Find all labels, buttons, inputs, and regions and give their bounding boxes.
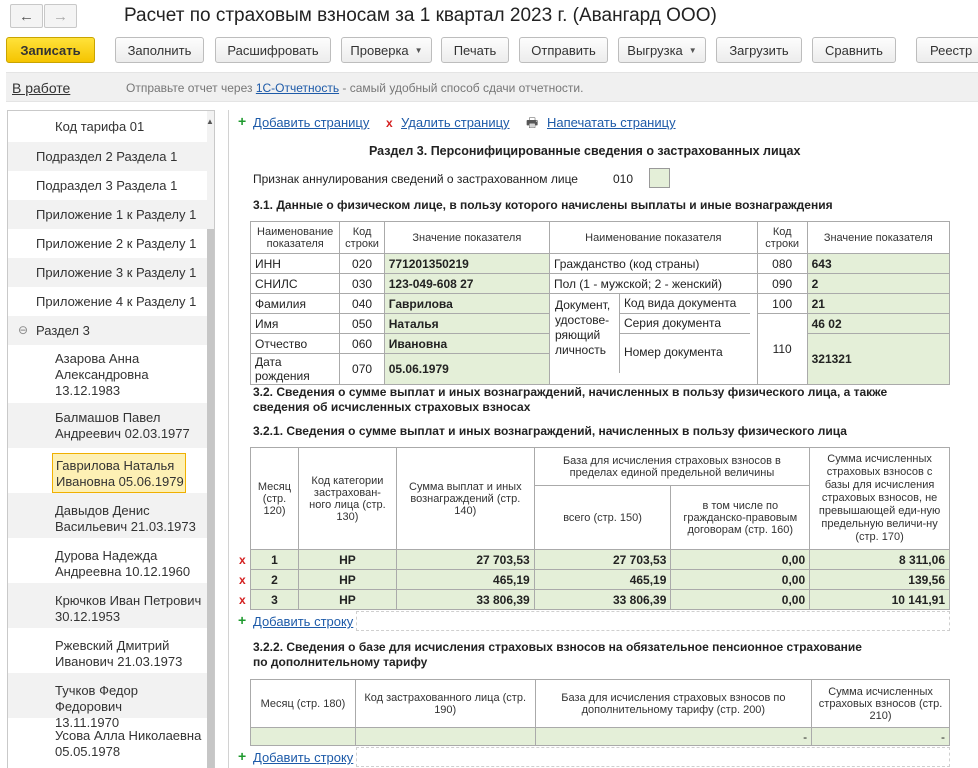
col-header: в том числе по гражданско-правовым договорам (стр. 160) [671,486,810,550]
document-group-label: Документ, удостове-ряющий личность [550,294,620,373]
tree-item-person[interactable] [8,345,208,403]
info-bar [6,72,978,102]
field-code: 070 [340,354,384,385]
person-name-line: Андреевна 10.12.1960 [55,564,191,579]
month-cell[interactable] [251,728,356,746]
col-header: Код строки [757,222,807,254]
decode-button[interactable]: Расшифровать [215,37,331,63]
doc-type-field[interactable]: 21 [807,294,949,314]
inn-field[interactable]: 771201350219 [384,254,549,274]
send-button[interactable]: Отправить [519,37,608,63]
document-group-cell [549,294,757,385]
delete-row-icon[interactable]: x [239,593,246,607]
s321-title: 3.2.1. Сведения о сумме выплат и иных вознаграждений, начисленных в пользу физического лица [253,424,847,438]
payments-table [250,447,950,610]
col-header: Код застрахованного лица (стр. 190) [355,680,535,728]
person-name-line: Усова Алла Николаевна [55,728,202,743]
tree-item-person[interactable] [8,538,208,583]
base-total-cell[interactable]: 27 703,53 [534,550,671,570]
additional-tariff-table [250,679,950,746]
delete-page-link[interactable]: Удалить страницу [401,115,510,130]
base-cell[interactable]: - [535,728,812,746]
field-name: Номер документа [623,345,723,359]
base-gpd-cell[interactable]: 0,00 [671,570,810,590]
tree-item-person[interactable] [8,718,208,763]
person-name-line: Гаврилова Наталья [56,458,175,473]
contrib-cell[interactable]: 139,56 [810,570,950,590]
info-text-after: - самый удобный способ сдачи отчетности. [339,81,584,95]
delete-row-icon[interactable]: x [239,553,246,567]
field-name: Пол (1 - мужской; 2 - женский) [549,274,757,294]
fill-button[interactable]: Заполнить [115,37,204,63]
col-header: Наименование показателя [549,222,757,254]
table-row[interactable] [251,590,950,610]
sum-cell[interactable]: 27 703,53 [396,550,534,570]
person-name-line: Андреевич 02.03.1977 [55,426,190,441]
tree-item-subsection-3[interactable]: Подраздел 3 Раздела 1 [36,178,178,193]
tree-item-person[interactable] [8,628,208,673]
sex-field[interactable]: 2 [807,274,949,294]
printer-icon: 🖶 [526,115,539,130]
add-row-link[interactable]: Добавить строку [253,750,354,765]
contrib-cell[interactable]: - [812,728,950,746]
annul-label: Признак аннулирования сведений о застрахованном лице [253,172,578,186]
tree-item-appendix-1[interactable]: Приложение 1 к Разделу 1 [8,200,208,229]
s32-title: 3.2. Сведения о сумме выплат и иных вознаграждений, начисленных в пользу физического лица, а также [253,385,888,399]
tree-scrollbar-thumb[interactable] [207,229,215,768]
field-name: Отчество [251,334,340,354]
print-page-link[interactable]: Напечатать страницу [547,115,676,130]
s322-title: 3.2.2. Сведения о базе для исчисления страховых взносов на обязательное пенсионное страхование [253,640,862,654]
col-header: Код категории застрахован-ного лица (стр. 130) [298,448,396,550]
field-code: 110 [757,314,807,385]
person-name-line: Васильевич 21.03.1973 [55,519,196,534]
col-header: Месяц (стр. 120) [251,448,299,550]
col-header: Значение показателя [807,222,949,254]
person-name-line: Иванович 21.03.1973 [55,654,183,669]
person-name-line: 13.11.1970 [55,715,120,730]
tree-item-section-3[interactable] [8,316,208,345]
base-gpd-cell[interactable]: 0,00 [671,550,810,570]
person-name-line: Дурова Надежда [55,548,158,563]
patronymic-field[interactable]: Ивановна [384,334,549,354]
col-header: Месяц (стр. 180) [251,680,356,728]
col-header: Наименование показателя [251,222,340,254]
person-name-line: 05.05.1978 [55,744,121,759]
tree-item-appendix-2[interactable]: Приложение 2 к Разделу 1 [36,236,197,251]
save-button[interactable]: Записать [6,37,95,63]
field-code: 090 [757,274,807,294]
field-code: 020 [340,254,384,274]
add-row-area [356,747,950,767]
print-button[interactable]: Печать [441,37,509,63]
person-name-line: Азарова Анна [55,351,140,366]
birthdate-field[interactable]: 05.06.1979 [384,354,549,385]
dropdown-arrow-icon: ▼ [414,45,423,55]
tree-item-person[interactable] [8,493,208,538]
col-header: База для исчисления страховых взносов по дополнительному тарифу (стр. 200) [535,680,812,728]
person-name-line: Ивановна 05.06.1979 [56,474,184,489]
export-dropdown-button[interactable] [618,37,706,63]
field-code: 050 [340,314,384,334]
page-title: Расчет по страховым взносам за 1 квартал 2023 г. (Авангард ООО) [124,5,717,26]
table-row[interactable] [251,570,950,590]
s322-title-line2: по дополнительному тарифу [253,655,428,669]
person-name-line: Тучков Федор Федорович [55,683,138,714]
col-header: всего (стр. 150) [534,486,671,550]
arrow-right-icon: → [53,7,68,25]
delete-row-icon[interactable]: x [239,573,246,587]
category-cell[interactable]: НР [298,550,396,570]
field-name: Код вида документа [620,294,750,314]
field-code: 030 [340,274,384,294]
col-header: Значение показателя [384,222,549,254]
col-header: Сумма выплат и иных вознаграждений (стр. 140) [396,448,534,550]
person-name-line: Ржевский Дмитрий [55,638,170,653]
base-total-cell[interactable]: 33 806,39 [534,590,671,610]
doc-series-field[interactable]: 46 02 [807,314,949,334]
surname-field[interactable]: Гаврилова [384,294,549,314]
col-header: Сумма исчисленных страховых взносов с базы для исчисления страховых взносов, не превышающей еди-ную предельную величи-ну (стр. 170) [810,448,950,550]
month-cell[interactable]: 3 [251,590,299,610]
status-link[interactable]: В работе [12,80,71,96]
scroll-up-icon[interactable]: ▲ [206,117,214,126]
person-name-line: Александровна [55,367,149,382]
s32-title-line2: сведения об исчисленных страховых взносах [253,400,531,414]
tree-item-person[interactable] [8,673,208,730]
forward-button[interactable] [44,4,77,28]
check-label: Проверка [350,42,409,58]
table-row[interactable] [251,728,950,746]
month-cell[interactable]: 1 [251,550,299,570]
plus-icon: + [238,113,247,129]
sections-tree [7,110,215,768]
base-gpd-cell[interactable]: 0,00 [671,590,810,610]
field-name: ИНН [251,254,340,274]
back-button[interactable] [10,4,43,28]
add-page-link[interactable]: Добавить страницу [253,115,370,130]
compare-button[interactable]: Сравнить [812,37,896,63]
registry-button[interactable]: Реестр [916,37,978,63]
citizenship-field[interactable]: 643 [807,254,949,274]
contrib-cell[interactable]: 8 311,06 [810,550,950,570]
field-name: СНИЛС [251,274,340,294]
month-cell[interactable]: 2 [251,570,299,590]
tree-item-label: Раздел 3 [36,323,90,338]
person-name-line: Давыдов Денис [55,503,150,518]
field-name: Гражданство (код страны) [549,254,757,274]
base-total-cell[interactable]: 465,19 [534,570,671,590]
collapse-icon[interactable]: ⊖ [18,323,29,337]
person-name-line: Балмашов Павел [55,410,161,425]
annul-checkbox[interactable] [649,168,670,188]
contrib-cell[interactable]: 10 141,91 [810,590,950,610]
tree-item-person[interactable] [8,583,208,628]
field-code: 080 [757,254,807,274]
field-name: Имя [251,314,340,334]
dropdown-arrow-icon: ▼ [688,45,697,55]
tree-item-appendix-3[interactable]: Приложение 3 к Разделу 1 [8,258,208,287]
person-name-line: Крючков Иван Петрович [55,593,202,608]
plus-icon: + [238,748,247,764]
report-form [228,110,978,768]
arrow-left-icon: ← [19,7,34,25]
tree-item-person-selected[interactable] [52,453,186,493]
col-header: Код строки [340,222,384,254]
load-button[interactable]: Загрузить [716,37,802,63]
tree-item-subsection-2[interactable]: Подраздел 2 Раздела 1 [8,142,208,171]
tree-item-appendix-4[interactable]: Приложение 4 к Разделу 1 [36,294,197,309]
table-row[interactable] [251,550,950,570]
tree-item-person[interactable] [8,403,208,448]
add-row-area [356,611,950,631]
insured-code-cell[interactable] [355,728,535,746]
category-cell[interactable]: НР [298,570,396,590]
col-header: Сумма исчисленных страховых взносов (стр. 210) [812,680,950,728]
reporting-service-link[interactable]: 1С-Отчетность [255,81,340,95]
tree-item-tariff-code[interactable]: Код тарифа 01 [55,119,145,134]
delete-icon: x [386,116,393,130]
field-name: Серия документа [620,314,750,334]
person-birthdate: 13.12.1983 [55,383,121,398]
field-name: Фамилия [251,294,340,314]
plus-icon: + [238,612,247,628]
field-code: 040 [340,294,384,314]
name-field[interactable]: Наталья [384,314,549,334]
person-name-line: 30.12.1953 [55,609,121,624]
export-label: Выгрузка [627,42,683,58]
field-code: 100 [757,294,807,314]
info-message [126,81,583,95]
info-text-before: Отправьте отчет через [126,81,256,95]
col-header: База для исчисления страховых взносов в пределах единой предельной величины [534,448,809,486]
section-title: Раздел 3. Персонифицированные сведения о застрахованных лицах [369,144,801,158]
add-row-link[interactable]: Добавить строку [253,614,354,629]
sum-cell[interactable]: 465,19 [396,570,534,590]
field-code: 060 [340,334,384,354]
field-name: Дата рождения [251,354,340,385]
person-data-table [250,221,950,385]
snils-field[interactable]: 123-049-608 27 [384,274,549,294]
doc-number-field[interactable]: 321321 [807,334,949,385]
annul-code: 010 [613,172,634,186]
check-dropdown-button[interactable] [341,37,432,63]
s31-title: 3.1. Данные о физическом лице, в пользу которого начислены выплаты и иные вознаграждения [253,198,833,212]
sum-cell[interactable]: 33 806,39 [396,590,534,610]
category-cell[interactable]: НР [298,590,396,610]
